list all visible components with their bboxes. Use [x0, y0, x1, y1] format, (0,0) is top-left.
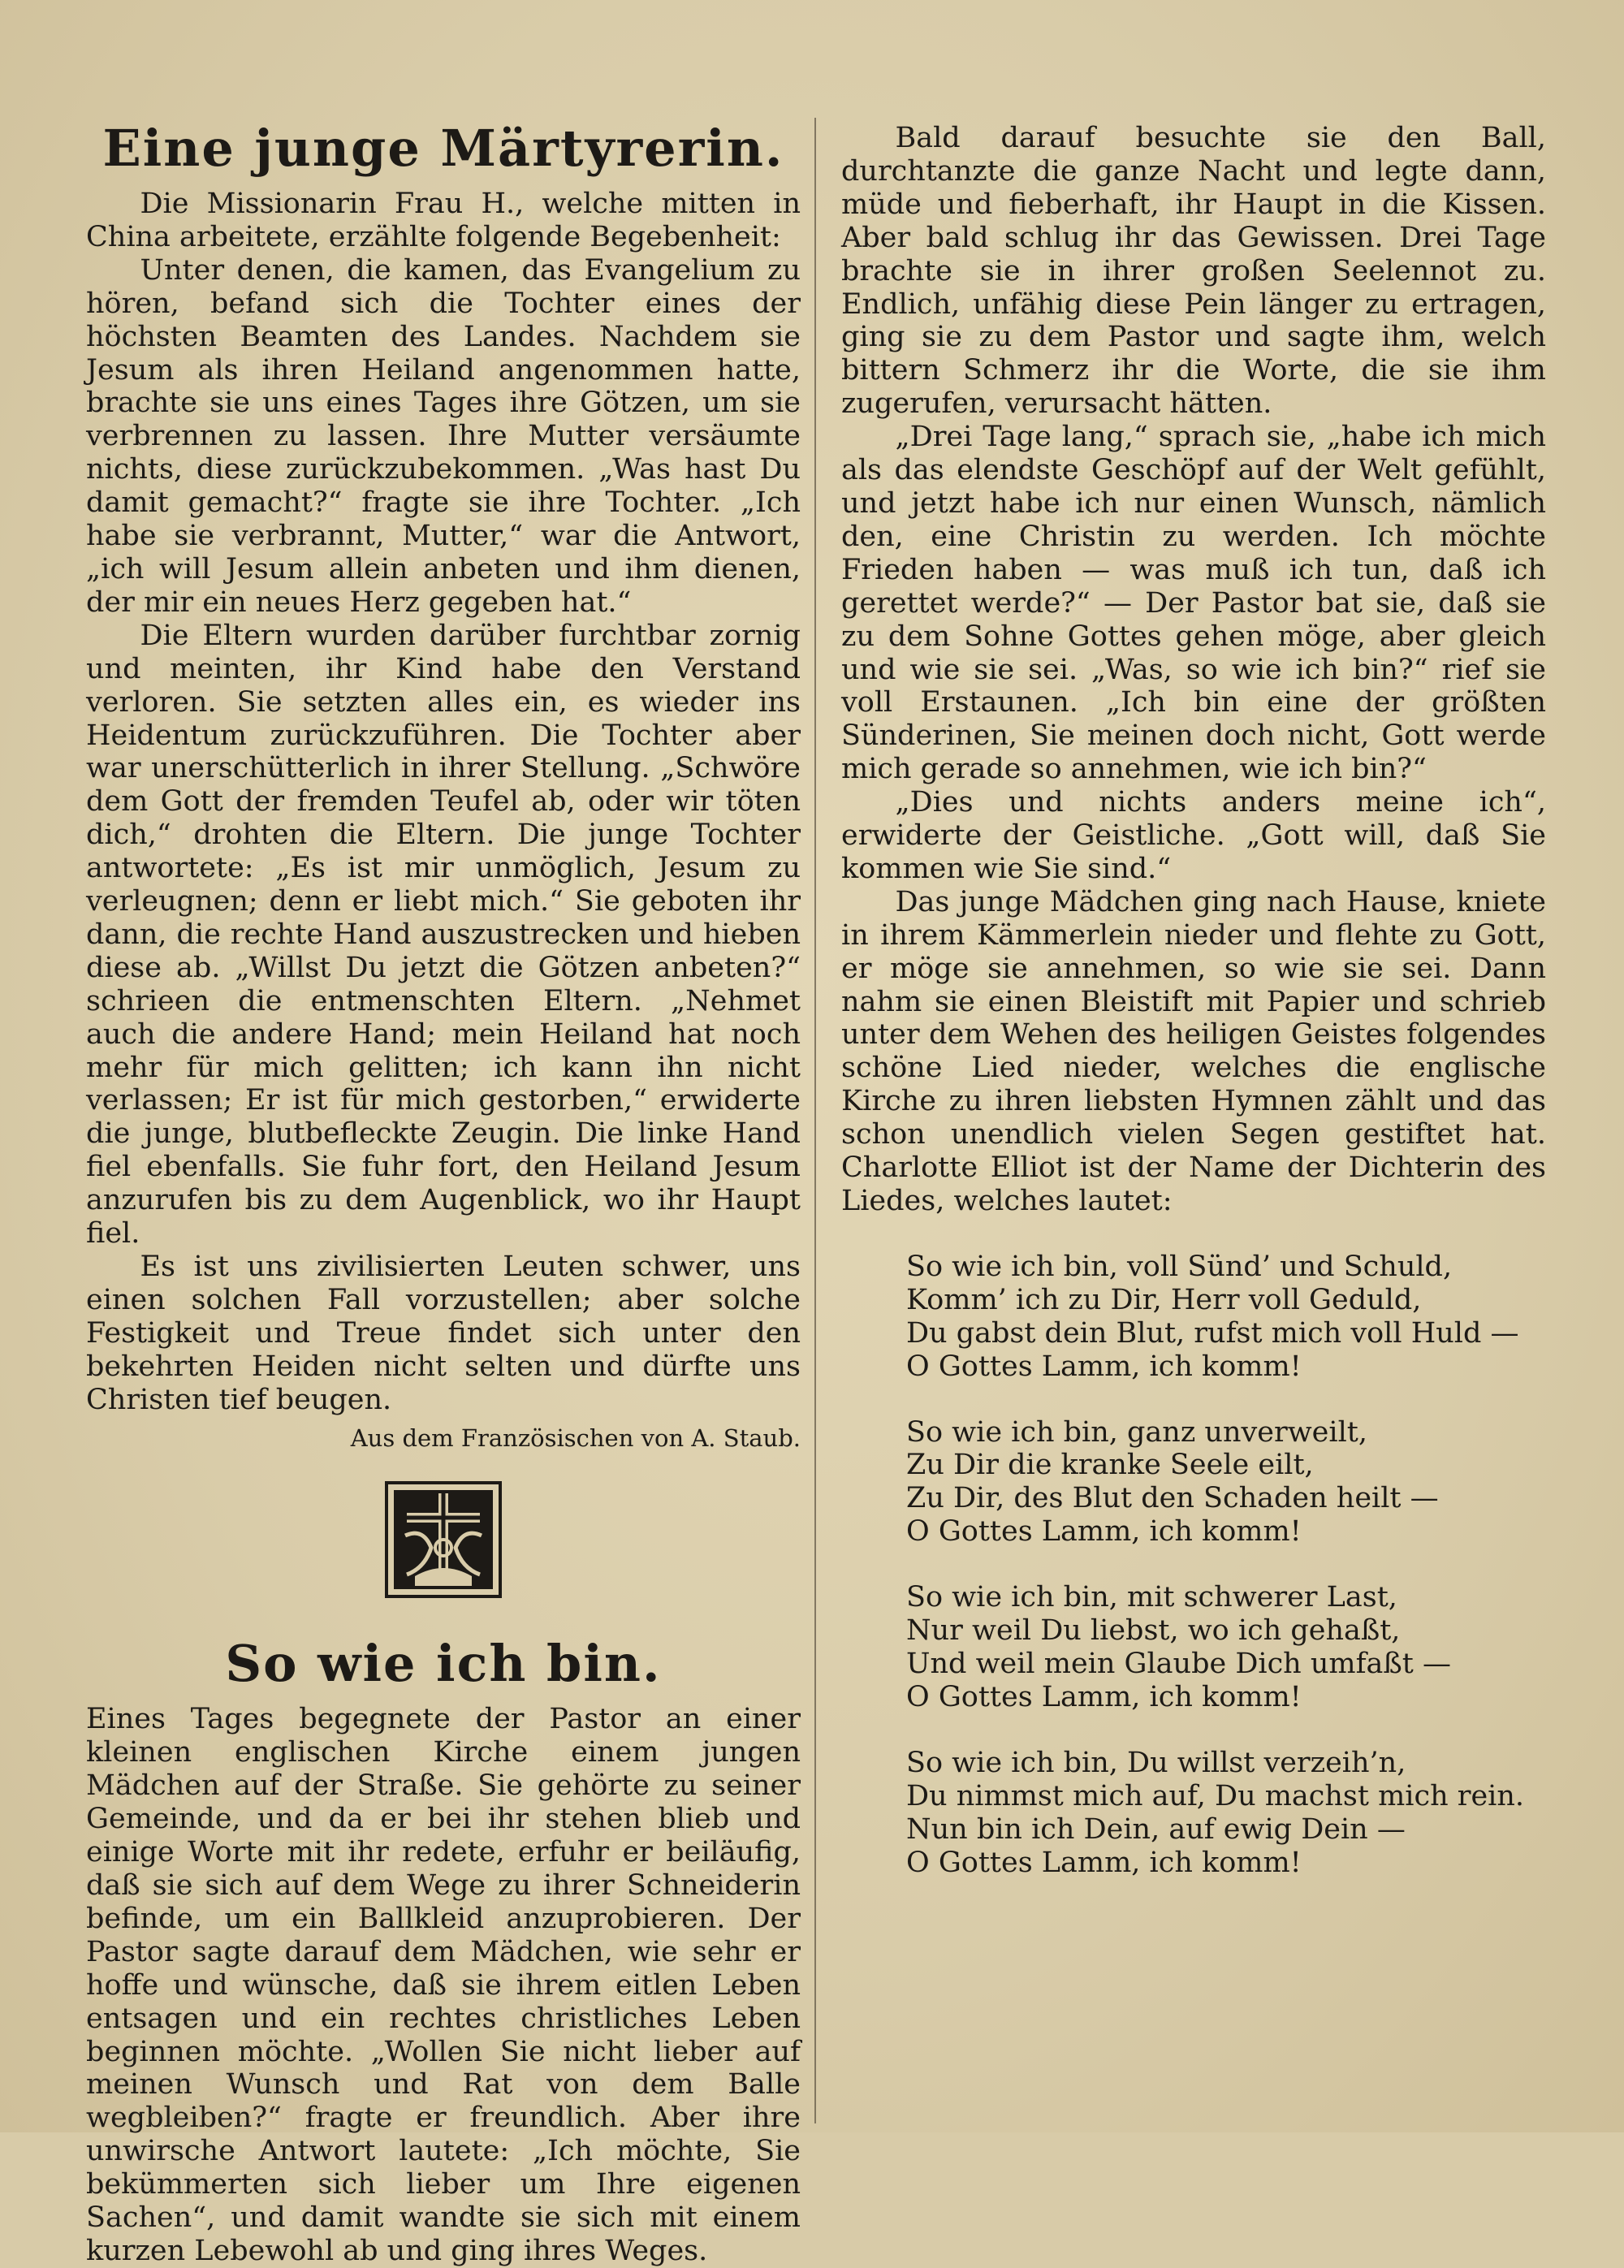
article1-paragraph: Die Missionarin Frau H., welche mitten in China arbeitete, erzählte folgende Begebenheit:	[86, 188, 801, 253]
hymn-line: Nur weil Du liebst, wo ich gehaßt,	[906, 1614, 1401, 1648]
hymn-line: O Gottes Lamm, ich komm!	[906, 1846, 1302, 1879]
hymn-line: O Gottes Lamm, ich komm!	[906, 1680, 1302, 1713]
column-divider	[814, 118, 816, 2123]
ornament-wrapper	[86, 1479, 801, 1601]
hymn-line: O Gottes Lamm, ich komm!	[906, 1350, 1302, 1383]
article2-paragraph: „Dies und nichts anders meine ich“, erwiderte der Geistliche. „Gott will, daß Sie kommen wie Sie sind.“	[841, 786, 1546, 885]
article2-paragraph: Bald darauf besuchte sie den Ball, durchtanzte die ganze Nacht und legte dann, müde und fieberhaft, ihr Haupt in die Kissen. Aber bald schlug ihr das Gewissen. Drei Tage brachte sie in ihrer großen Seelennot zu. Endlich, unfähig diese Pein länger zu ertragen, ging sie zu dem Pastor und sagte ihm, welch bittern Schmerz ihr die Worte, die sie ihm zugerufen, verursacht hätten.	[841, 122, 1546, 421]
hymn-stanza	[906, 1581, 1546, 1714]
hymn-line: Du gabst dein Blut, rufst mich voll Huld —	[906, 1316, 1519, 1350]
translation-credit: Aus dem Französischen von A. Staub.	[350, 1423, 801, 1452]
hymn-line: So wie ich bin, mit schwerer Last,	[906, 1581, 1397, 1614]
hymn-line: So wie ich bin, voll Sünd’ und Schuld,	[906, 1250, 1453, 1283]
hymn-line: Zu Dir die kranke Seele eilt,	[906, 1449, 1314, 1482]
hymn	[841, 1251, 1546, 1880]
hymn-line: Komm’ ich zu Dir, Herr voll Geduld,	[906, 1283, 1422, 1316]
hymn-stanza	[906, 1747, 1546, 1880]
hymn-stanza	[906, 1416, 1546, 1549]
article2-paragraph: „Drei Tage lang,“ sprach sie, „habe ich mich als das elendste Geschöpf auf der Welt gefühlt, und jetzt habe ich nur einen Wunsch, nämlich den, eine Christin zu werden. Ich möchte Frieden haben — was muß ich tun, daß ich gerettet werde?“ — Der Pastor bat sie, daß sie zu dem Sohne Gottes gehen möge, aber gleich und wie sie sei. „Was, so wie ich bin?“ rief sie voll Erstaunen. „Ich bin eine der größten Sünderinen, Sie meinen doch nicht, Gott werde mich gerade so annehmen, wie ich bin?“	[841, 421, 1546, 786]
article1-paragraph: Die Eltern wurden darüber furchtbar zornig und meinten, ihr Kind habe den Verstand verloren. Sie setzten alles ein, es wieder ins Heidentum zurückzuführen. Die Tochter aber war unerschütterlich in ihrer Stellung. „Schwöre dem Gott der fremden Teufel ab, oder wir töten dich,“ drohten die Eltern. Die junge Tochter antwortete: „Es ist mir unmöglich, Jesum zu verleugnen; denn er liebt mich.“ Sie geboten ihr dann, die rechte Hand auszustrecken und hieben diese ab. „Willst Du jetzt die Götzen anbeten?“ schrieen die entmenschten Eltern. „Nehmet auch die andere Hand; mein Heiland hat noch mehr für mich gelitten; ich kann ihn nicht verlassen; Er ist für mich gestorben,“ erwiderte die junge, blutbefleckte Zeugin. Die linke Hand fiel ebenfalls. Sie fuhr fort, den Heiland Jesum anzurufen bis zu dem Augenblick, wo ihr Haupt fiel.	[86, 619, 801, 1251]
hymn-line: O Gottes Lamm, ich komm!	[906, 1515, 1302, 1549]
article1-paragraph: Es ist uns zivilisierten Leuten schwer, uns einen solchen Fall vorzustellen; aber solche Festigkeit und Treue findet sich unter den bekehrten Heiden nicht selten und dürfte uns Christen tief beugen.	[86, 1251, 801, 1416]
article1-paragraph: Unter denen, die kamen, das Evangelium zu hören, befand sich die Tochter eines der höchsten Beamten des Landes. Nachdem sie Jesum als ihren Heiland angenommen hatte, brachte sie uns eines Tages ihre Götzen, um sie verbrennen zu lassen. Ihre Mutter versäumte nichts, diese zurückzubekommen. „Was hast Du damit gemacht?“ fragte sie ihre Tochter. „Ich habe sie verbrannt, Mutter,“ war die Antwort, „ich will Jesum allein anbeten und ihm dienen, der mir ein neues Herz gegeben hat.“	[86, 253, 801, 619]
hymn-line: So wie ich bin, ganz unverweilt,	[906, 1415, 1367, 1449]
hymn-line: Nun bin ich Dein, auf ewig Dein —	[906, 1812, 1406, 1846]
article2-paragraph: Das junge Mädchen ging nach Hause, kniete in ihrem Kämmerlein nieder und flehte zu Gott, er möge sie annehmen, so wie sie sei. Dann nahm sie einen Bleistift mit Papier und schrieb unter dem Wehen des heiligen Geistes folgendes schöne Lied nieder, welches die englische Kirche zu ihren liebsten Hymnen zählt und das schon unendlich vielen Segen gestiftet hat. Charlotte Elliot ist der Name der Dichterin des Liedes, welches lautet:	[841, 885, 1546, 1217]
hymn-line: Zu Dir, des Blut den Schaden heilt —	[906, 1482, 1439, 1515]
article2-paragraph: Eines Tages begegnete der Pastor an einer kleinen englischen Kirche einem jungen Mädchen auf der Straße. Sie gehörte zu seiner Gemeinde, und da er bei ihr stehen blieb und einige Worte mit ihr redete, erfuhr er beiläufig, daß sie sich auf dem Wege zu ihrer Schneiderin befinde, um ein Ballkleid anzuprobieren. Der Pastor sagte darauf dem Mädchen, wie sehr er hoffe und wünsche, daß sie ihrem eitlen Leben entsagen und ein rechtes christliches Leben beginnen möchte. „Wollen Sie nicht lieber auf meinen Wunsch und Rat von dem Balle wegbleiben?“ fragte er freundlich. Aber ihre unwirsche Antwort lautete: „Ich möchte, Sie bekümmerten sich lieber um Ihre eigenen Sachen“, und damit wandte sie sich mit einem kurzen Lebewohl ab und ging ihres Weges.	[86, 1703, 801, 2267]
hymn-line: Und weil mein Glaube Dich umfaßt —	[906, 1647, 1451, 1680]
right-column	[841, 122, 1546, 1912]
article-title-so-wie-ich-bin: So wie ich bin.	[225, 1634, 662, 1694]
cross-ornament-icon	[382, 1479, 504, 1601]
left-column	[86, 118, 801, 2268]
hymn-stanza	[906, 1251, 1546, 1384]
hymn-line: Du nimmst mich auf, Du machst mich rein.	[906, 1779, 1525, 1812]
hymn-line: So wie ich bin, Du willst verzeih’n,	[906, 1746, 1406, 1779]
article-title-martyr: Eine junge Märtyrerin.	[102, 119, 784, 178]
